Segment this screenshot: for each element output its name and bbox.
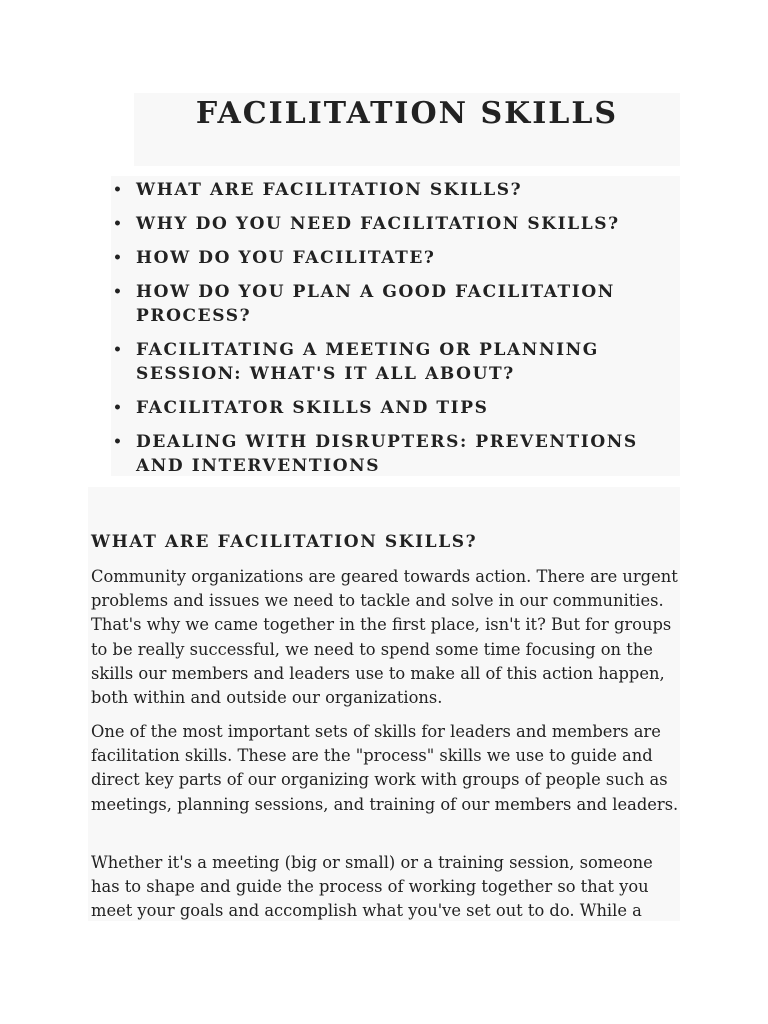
toc-link-dealing-with-disrupters[interactable] [111, 430, 680, 478]
bullet: • [113, 182, 122, 198]
toc-link-what-are-facilitation-skills[interactable] [111, 178, 680, 202]
table-of-contents [111, 176, 680, 476]
bullet: • [113, 434, 122, 450]
section-heading: WHAT ARE FACILITATION SKILLS? [91, 532, 478, 552]
toc-link-label: DEALING WITH DISRUPTERS: PREVENTIONS AND INTERVENTIONS [136, 432, 638, 476]
paragraph: Community organizations are geared towards action. There are urgent problems and issues we need to tackle and solve in our communities. That's why we came together in the first place, isn't it? But for groups to be really successful, we need to spend some time focusing on the skills our members and leaders use to make all of this action happen, both within and outside our organizations. [91, 567, 678, 708]
toc-link-facilitating-meeting[interactable] [111, 338, 680, 386]
page-title: FACILITATION SKILLS [195, 96, 619, 131]
toc-link-label: HOW DO YOU PLAN A GOOD FACILITATION PROCESS? [136, 282, 615, 326]
paragraph: One of the most important sets of skills for leaders and members are facilitation skills. These are the "process" skills we use to guide and direct key parts of our organizing work with groups of people such as meetings, planning sessions, and training of our members and leaders. [91, 722, 679, 814]
toc-link-why-need-facilitation-skills[interactable] [111, 212, 680, 236]
bullet: • [113, 400, 122, 416]
toc-list [111, 178, 680, 488]
bullet: • [113, 342, 122, 358]
bullet: • [113, 216, 122, 232]
title-box [134, 93, 680, 166]
bullet: • [113, 250, 122, 266]
bullet: • [113, 284, 122, 300]
toc-link-facilitator-skills-tips[interactable] [111, 396, 680, 420]
content-section [88, 487, 680, 921]
toc-link-label: WHAT ARE FACILITATION SKILLS? [136, 180, 523, 200]
paragraph: Whether it's a meeting (big or small) or a training session, someone has to shape and guide the process of working together so that you meet your goals and accomplish what you've set out to do. While a [91, 853, 653, 921]
toc-link-plan-facilitation-process[interactable] [111, 280, 680, 328]
toc-link-label: WHY DO YOU NEED FACILITATION SKILLS? [136, 214, 620, 234]
toc-link-label: FACILITATING A MEETING OR PLANNING SESSION: WHAT'S IT ALL ABOUT? [136, 340, 599, 384]
toc-link-label: FACILITATOR SKILLS AND TIPS [136, 398, 489, 418]
toc-link-label: HOW DO YOU FACILITATE? [136, 248, 436, 268]
toc-link-how-do-you-facilitate[interactable] [111, 246, 680, 270]
